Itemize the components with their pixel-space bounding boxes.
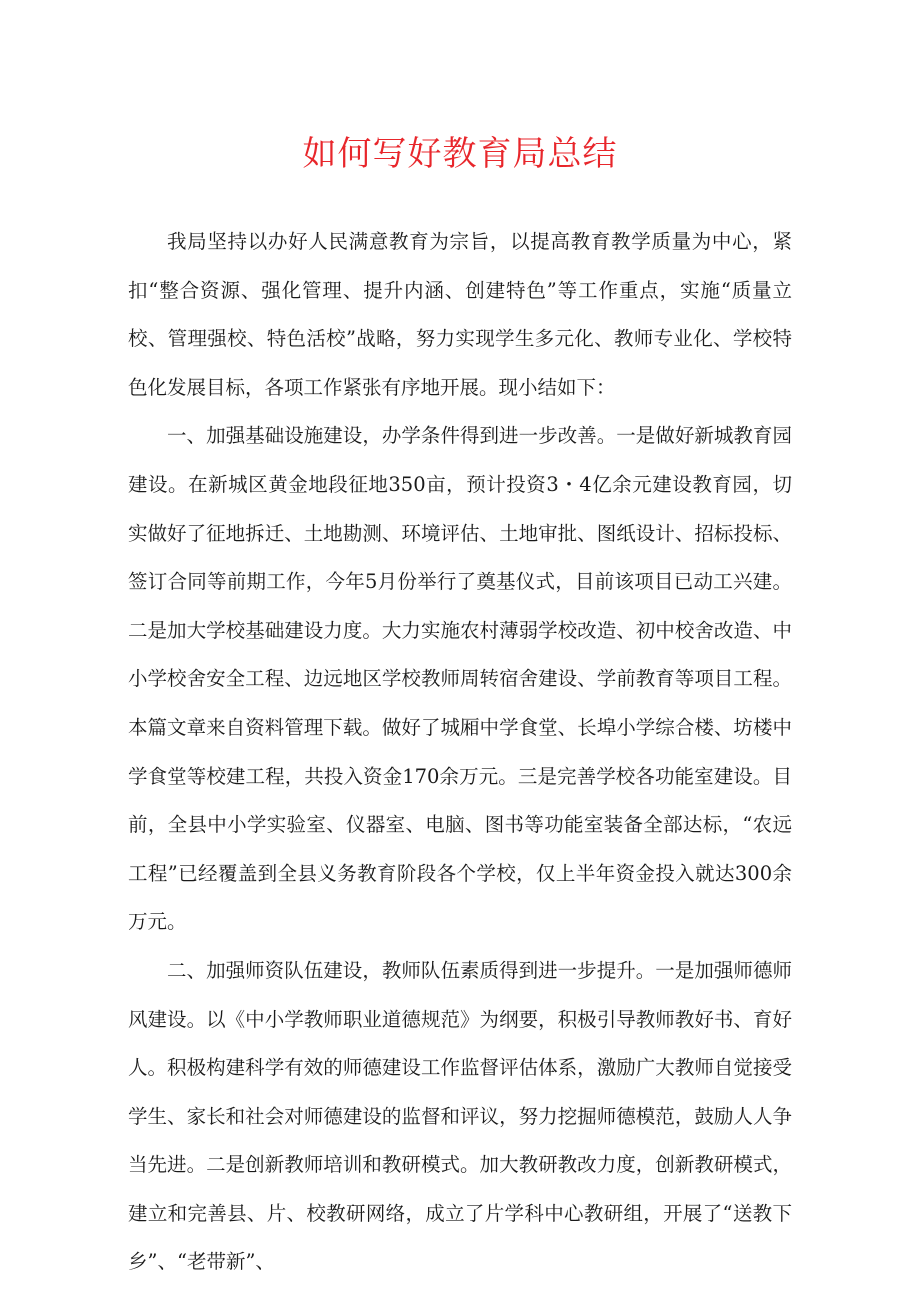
paragraph-infrastructure: 一、加强基础设施建设，办学条件得到进一步改善。一是做好新城教育园建设。在新城区黄金地段征地350亩，预计投资3・4亿余元建设教育园，切实做好了征地拆迁、土地勘测、环境评估、土地审批、图纸设计、招标投标、签订合同等前期工作，今年5月份举行了奠基仪式，目前该项目已动工兴建。二是加大学校基础建设力度。大力实施农村薄弱学校改造、初中校舍改造、中小学校舍安全工程、边远地区学校教师周转宿舍建设、学前教育等项目工程。本篇文章来自资料管理下载。做好了城厢中学食堂、长埠小学综合楼、坊楼中学食堂等校建工程，共投入资金170余万元。三是完善学校各功能室建设。目前，全县中小学实验室、仪器室、电脑、图书等功能室装备全部达标，“农远工程”已经覆盖到全县义务教育阶段各个学校，仅上半年资金投入就达300余万元。 [128,424,792,934]
paragraph-teacher-team: 二、加强师资队伍建设，教师队伍素质得到进一步提升。一是加强师德师风建设。以《中小学教师职业道德规范》为纲要，积极引导教师教好书、育好人。积极构建科学有效的师德建设工作监督评估体系，激励广大教师自觉接受学生、家长和社会对师德建设的监督和评议，努力挖掘师德模范，鼓励人人争当先进。二是创新教师培训和教研模式。加大教研教改力度，创新教研模式，建立和完善县、片、校教研网络，成立了片学科中心教研组，开展了“送教下乡”、“老带新”、 [128,958,792,1274]
document-body [128,218,792,1287]
document-title: 如何写好教育局总结 [302,134,618,174]
paragraph-intro: 我局坚持以办好人民满意教育为宗旨，以提高教育教学质量为中心，紧扣“整合资源、强化管理、提升内涵、创建特色”等工作重点，实施“质量立校、管理强校、特色活校”战略，努力实现学生多元化、教师专业化、学校特色化发展目标，各项工作紧张有序地开展。现小结如下： [128,230,792,399]
